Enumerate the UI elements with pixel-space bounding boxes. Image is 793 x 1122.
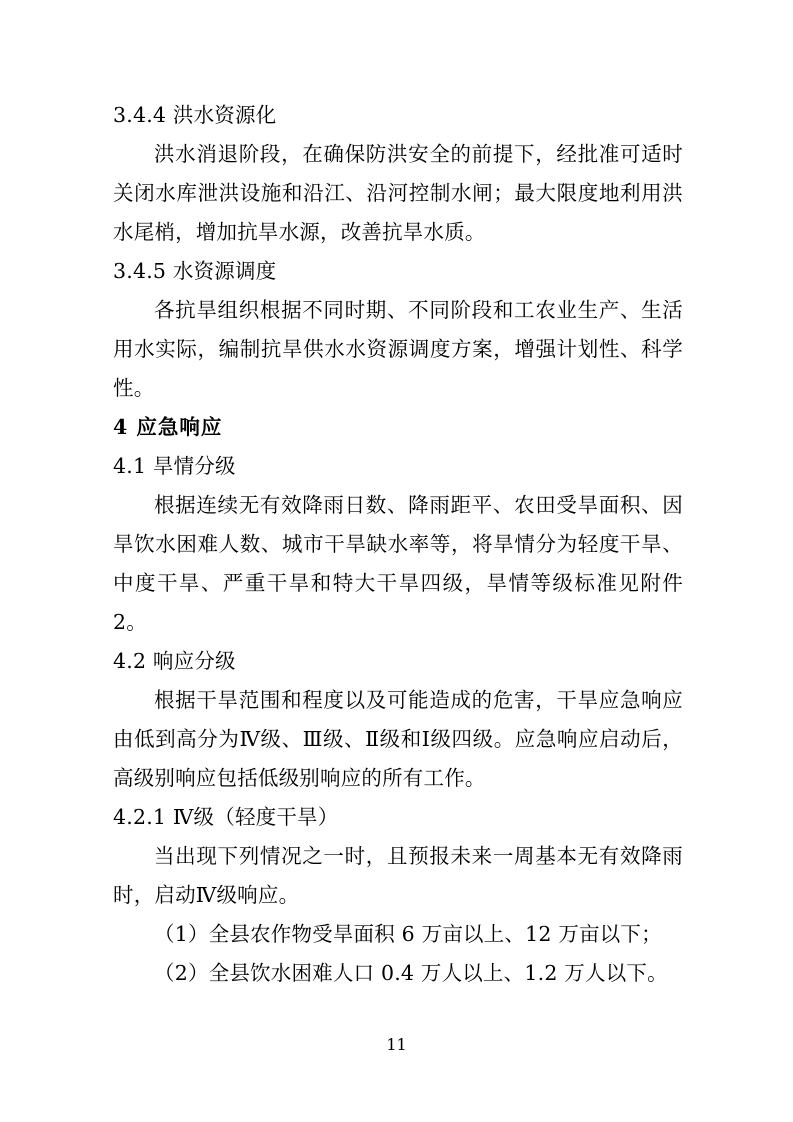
section-heading-3-4-5: 3.4.5 水资源调度 — [113, 259, 277, 283]
paragraph-drought-grading: 根据连续无有效降雨日数、降雨距平、农田受旱面积、因旱饮水困难人数、城市干旱缺水率等，将旱情分为轻度干旱、中度干旱、严重干旱和特大干旱四级，旱情等级标准见附件 2。 — [113, 493, 683, 634]
section-heading-4: 4 应急响应 — [113, 415, 223, 439]
paragraph-condition-2: （2）全县饮水困难人口 0.4 万人以上、1.2 万人以下。 — [154, 961, 668, 985]
page-number: 11 — [386, 1035, 407, 1054]
paragraph-water-dispatch: 各抗旱组织根据不同时期、不同阶段和工农业生产、生活用水实际，编制抗旱供水水资源调度方案，增强计划性、科学性。 — [113, 298, 683, 400]
section-heading-4-1: 4.1 旱情分级 — [113, 454, 236, 478]
section-heading-3-4-4: 3.4.4 洪水资源化 — [113, 103, 277, 127]
paragraph-response-grading: 根据干旱范围和程度以及可能造成的危害，干旱应急响应由低到高分为Ⅳ级、Ⅲ级、Ⅱ级和Ⅰ级四级。应急响应启动后，高级别响应包括低级别响应的所有工作。 — [113, 688, 683, 790]
document-body — [113, 96, 683, 993]
section-heading-4-2: 4.2 响应分级 — [113, 649, 236, 673]
section-heading-4-2-1: 4.2.1 Ⅳ级（轻度干旱） — [113, 805, 339, 829]
paragraph-condition-1: （1）全县农作物受旱面积 6 万亩以上、12 万亩以下； — [154, 922, 662, 946]
paragraph-level4-trigger: 当出现下列情况之一时，且预报未来一周基本无有效降雨时，启动Ⅳ级响应。 — [113, 844, 683, 907]
paragraph-flood-resource: 洪水消退阶段，在确保防洪安全的前提下，经批准可适时关闭水库泄洪设施和沿江、沿河控制水闸；最大限度地利用洪水尾梢，增加抗旱水源，改善抗旱水质。 — [113, 142, 683, 244]
